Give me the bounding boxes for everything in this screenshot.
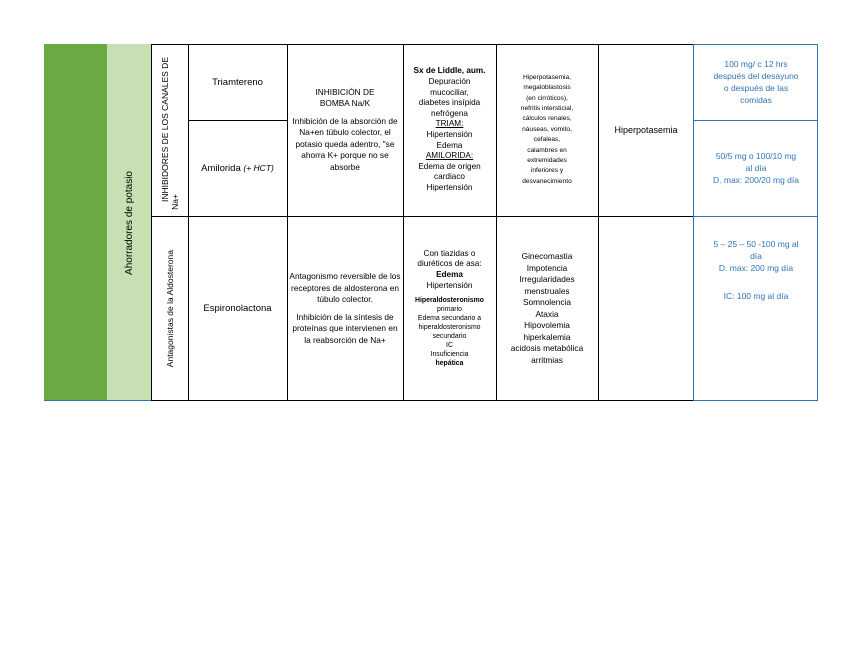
subgroup-canales-cell <box>151 44 188 216</box>
border-top <box>151 44 694 45</box>
drug-name: Triamtereno <box>212 76 263 88</box>
drug-note: (+ HCT) <box>243 163 274 173</box>
adverse-line: Hipovolemia <box>524 320 570 330</box>
category-column <box>44 44 107 401</box>
row-divider <box>151 216 694 217</box>
indication-line: Sx de Liddle, aum. <box>413 66 486 76</box>
contraindication-aldosterona-cell <box>598 216 694 401</box>
indication-line: mucociliar, <box>430 87 469 97</box>
dose-triamtereno <box>694 44 818 120</box>
dose-line: comidas <box>740 95 772 105</box>
indication-line: hepática <box>435 360 464 368</box>
dose-espironolactona <box>694 216 818 401</box>
dose-line: después del desayuno <box>713 71 799 81</box>
subgroup-aldosterona-cell <box>151 216 188 401</box>
mechanism-text-1: Antagonismo reversible de los receptores de aldosterona en túbulo colector. <box>289 271 401 304</box>
subgroup-canales-label: INHIBIDORES DE LOS CANALES DE <box>159 57 170 203</box>
border-bottom <box>151 400 694 401</box>
drug-name: Amilorida <box>201 162 241 174</box>
indication-line: hiperaldosteronismo <box>418 324 481 332</box>
adverse-line: (en cirróticos), <box>526 94 568 102</box>
col-divider <box>598 44 599 401</box>
indication-line: Insuficiencia <box>430 351 469 359</box>
indication-line: Hipertensión <box>426 280 473 290</box>
mechanism-text-2: Inhibición de la síntesis de proteínas que intervienen en la reabsorción de Na+ <box>292 311 398 345</box>
indication-line: Hipertensión <box>426 130 473 139</box>
col-divider <box>188 44 189 401</box>
indications-aldosterona <box>403 216 496 401</box>
adverse-line: Ginecomastia <box>521 251 573 261</box>
indication-label: TRIAM: <box>435 119 464 129</box>
indication-line: Edema <box>436 270 463 279</box>
dose-line: 100 mg/ c 12 hrs <box>724 59 788 69</box>
indication-line: Depuración <box>428 77 471 87</box>
subgroup-canales-label-2: Na+ <box>169 194 180 210</box>
indication-line: diabetes insípida <box>418 98 481 108</box>
adverse-line: extremidades <box>527 157 567 165</box>
indication-line: Hiperaldosteronismo <box>415 297 484 305</box>
border-bottom-blue <box>694 400 818 401</box>
adverse-line: menstruales <box>524 285 570 296</box>
adverse-line: desvanecimiento <box>522 177 572 185</box>
adverse-line: acidosis metabólica <box>510 343 584 353</box>
adverse-line: cefaleas, <box>533 136 561 144</box>
indication-line: Hipertensión <box>426 182 473 192</box>
col-divider <box>403 44 404 401</box>
dose-line: día <box>750 251 762 261</box>
adverse-line: Irregularidades <box>519 274 575 284</box>
indication-line: Edema <box>436 140 463 150</box>
mechanism-aldosterona <box>287 216 403 401</box>
dose-line: IC: 100 mg al día <box>723 291 789 301</box>
row-divider-drug <box>188 120 287 121</box>
dose-amilorida <box>694 120 818 216</box>
group-label: Ahorradores de potasio <box>123 170 135 275</box>
indication-line: secundario <box>432 333 467 341</box>
contraindication-cell <box>598 44 694 216</box>
row-divider-blue <box>694 216 818 217</box>
adverse-line: arritmias <box>531 354 563 365</box>
dose-line: D. max: 200/20 mg día <box>713 175 799 185</box>
indication-line: primario <box>437 306 462 314</box>
adverse-canales <box>496 44 598 216</box>
indication-line: IC <box>446 342 453 350</box>
dose-line: o después de las <box>723 83 789 93</box>
drug-triamtereno <box>188 44 287 120</box>
border-bottom-green <box>44 400 151 401</box>
indication-line: Edema de origen <box>418 161 481 171</box>
indication-line: nefrógena <box>431 108 468 118</box>
mechanism-title-2: BOMBA Na/K <box>319 98 371 109</box>
adverse-line: Impotencia <box>526 262 568 273</box>
mechanism-title: INHIBICIÓN DE <box>315 86 375 97</box>
border-right-blue <box>817 44 818 401</box>
adverse-line: náuseas, vomito, <box>522 125 572 133</box>
adverse-line: Somnolencia <box>523 297 571 307</box>
indications-canales <box>403 44 496 216</box>
group-cell <box>107 44 151 401</box>
adverse-line: Hiperpotasemia, <box>522 73 571 81</box>
adverse-line: nefritis intersticial, <box>520 104 574 112</box>
mechanism-text: Inhibición de la absorción de Na+en túbulo colector, el potasio queda adentro, "se ahorra K+ porque no se absorbe <box>292 115 398 172</box>
drug-name: Espironolactona <box>203 303 272 314</box>
adverse-line: cálculos renales, <box>522 115 572 123</box>
adverse-line: hiperkalemia <box>523 331 571 342</box>
subgroup-aldosterona-label: Antagonistas de la Aldosterona <box>164 249 175 368</box>
col-divider-blue <box>693 44 694 401</box>
adverse-line: megaloblastosis <box>523 84 571 92</box>
indication-line: cardiaco <box>434 172 465 182</box>
adverse-line: inferiores y <box>530 167 564 175</box>
indication-line: diuréticos de asa: <box>417 259 482 269</box>
indication-label: AMILORIDA: <box>425 151 474 161</box>
col-divider <box>151 44 152 401</box>
indication-line: Edema secundario a <box>417 315 482 323</box>
row-divider-blue <box>694 120 818 121</box>
indication-line: Con tiazidas o <box>423 248 476 258</box>
adverse-aldosterona <box>496 216 598 401</box>
col-divider <box>496 44 497 401</box>
drug-espironolactona <box>188 216 287 401</box>
dose-line: D. max: 200 mg día <box>718 263 794 273</box>
dose-line: 50/5 mg o 100/10 mg <box>715 151 797 161</box>
col-divider <box>287 44 288 401</box>
dose-line: 5 – 25 – 50 -100 mg al <box>713 239 799 249</box>
contraindication-text: Hiperpotasemia <box>614 125 678 135</box>
drug-table <box>44 44 818 401</box>
drug-amilorida <box>188 120 287 216</box>
mechanism-canales <box>287 44 403 216</box>
dose-line: al día <box>745 163 767 173</box>
border-top-blue <box>694 44 818 45</box>
adverse-line: Ataxia <box>535 308 559 319</box>
adverse-line: calambres en <box>527 146 567 154</box>
